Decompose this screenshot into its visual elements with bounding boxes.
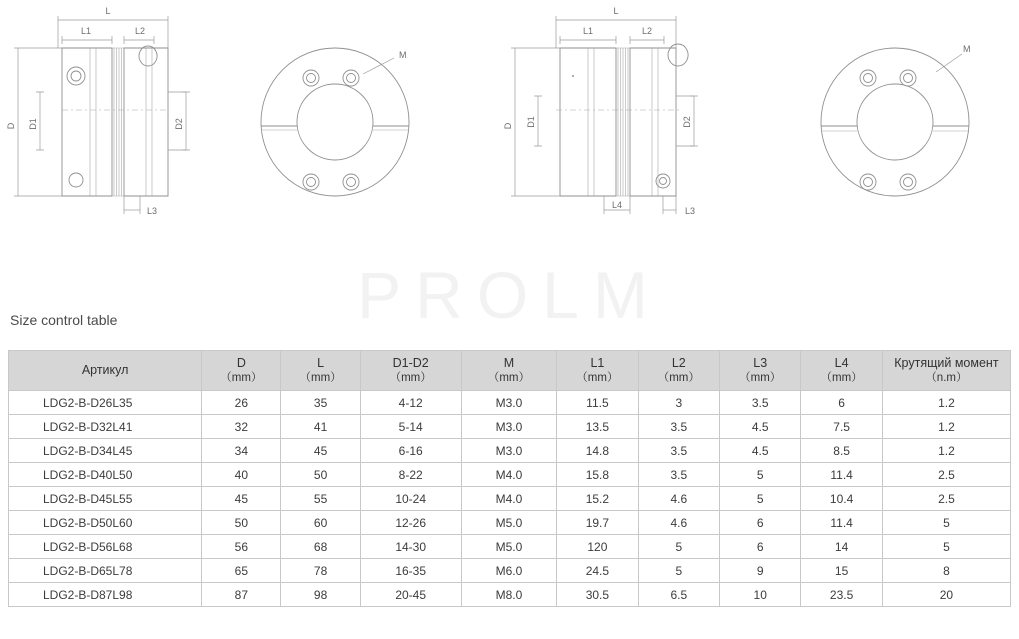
table-row (9, 391, 1011, 415)
cell-d1-d2: 4-12 (360, 391, 461, 415)
cell-l4: 14 (801, 535, 882, 559)
column-header-d1-d2 (360, 351, 461, 391)
column-header-title: D1-D2 (392, 355, 429, 370)
cell-l1: 19.7 (557, 511, 638, 535)
cell-l2: 4.6 (638, 511, 719, 535)
cell-l: 68 (281, 535, 360, 559)
column-header-title: L3 (753, 355, 768, 370)
table-row (9, 415, 1011, 439)
dim-label-L3: L3 (146, 206, 158, 216)
cell-d: 40 (202, 463, 281, 487)
column-header-unit: （mm） (739, 372, 782, 385)
cell-l3: 3.5 (720, 391, 801, 415)
column-header-unit: （mm） (576, 372, 619, 385)
watermark-text: PROLM (357, 258, 662, 332)
cell-m: M3.0 (461, 439, 557, 463)
cell-l: 60 (281, 511, 360, 535)
column-header-torque (882, 351, 1010, 391)
dim-label-L2: L2 (134, 26, 146, 36)
cell-l1: 24.5 (557, 559, 638, 583)
cell-article: LDG2-B-D40L50 (9, 463, 202, 487)
cell-article: LDG2-B-D56L68 (9, 535, 202, 559)
column-header-unit: （mm） (299, 372, 342, 385)
dim-label-D2-2: D2 (682, 116, 692, 128)
cell-d: 26 (202, 391, 281, 415)
cell-torque: 2.5 (882, 463, 1010, 487)
cell-torque: 2.5 (882, 487, 1010, 511)
cell-d1-d2: 5-14 (360, 415, 461, 439)
cell-l: 45 (281, 439, 360, 463)
cell-d1-d2: 8-22 (360, 463, 461, 487)
column-header-title: M (503, 355, 515, 370)
cell-article: LDG2-B-D65L78 (9, 559, 202, 583)
cell-d1-d2: 6-16 (360, 439, 461, 463)
column-header-l2 (638, 351, 719, 391)
column-header-title: Крутящий момент (894, 355, 999, 370)
cell-l2: 5 (638, 559, 719, 583)
column-header-l4 (801, 351, 882, 391)
dim-label-L3-2: L3 (684, 206, 696, 216)
cell-l3: 6 (720, 511, 801, 535)
cell-m: M4.0 (461, 463, 557, 487)
column-header-unit: （mm） (820, 372, 863, 385)
cell-article: LDG2-B-D34L45 (9, 439, 202, 463)
table-header-row (9, 351, 1011, 391)
column-header-l1 (557, 351, 638, 391)
cell-d1-d2: 10-24 (360, 487, 461, 511)
cell-l3: 9 (720, 559, 801, 583)
cell-m: M8.0 (461, 583, 557, 607)
size-control-table-wrap (8, 350, 1011, 607)
cell-d: 45 (202, 487, 281, 511)
column-header-title: L (317, 355, 325, 370)
table-row (9, 511, 1011, 535)
cell-torque: 5 (882, 511, 1010, 535)
cell-d1-d2: 16-35 (360, 559, 461, 583)
dim-label-M-2: M (963, 44, 971, 54)
cell-d1-d2: 20-45 (360, 583, 461, 607)
cell-torque: 5 (882, 535, 1010, 559)
cell-l3: 5 (720, 463, 801, 487)
column-header-title: D (236, 355, 246, 370)
column-header-d (202, 351, 281, 391)
cell-l3: 4.5 (720, 415, 801, 439)
dim-label-D1-2: D1 (526, 116, 536, 128)
column-header-unit: （n.m） (925, 372, 968, 385)
dim-label-D-2: D (503, 122, 513, 130)
column-header-article (9, 351, 202, 391)
cell-article: LDG2-B-D45L55 (9, 487, 202, 511)
cell-d: 32 (202, 415, 281, 439)
cell-l3: 4.5 (720, 439, 801, 463)
cell-m: M4.0 (461, 487, 557, 511)
column-header-unit: （mm） (220, 372, 263, 385)
cell-d: 50 (202, 511, 281, 535)
table-row (9, 559, 1011, 583)
cell-l1: 11.5 (557, 391, 638, 415)
cell-l2: 3.5 (638, 463, 719, 487)
cell-l4: 8.5 (801, 439, 882, 463)
cell-l2: 3 (638, 391, 719, 415)
front-view-right (821, 44, 971, 196)
cell-l4: 7.5 (801, 415, 882, 439)
side-view-right (503, 6, 698, 216)
cell-l: 41 (281, 415, 360, 439)
cell-l: 50 (281, 463, 360, 487)
cell-torque: 20 (882, 583, 1010, 607)
dim-label-L2-2: L2 (641, 26, 653, 36)
cell-l3: 5 (720, 487, 801, 511)
column-header-title: L1 (590, 355, 605, 370)
cell-torque: 1.2 (882, 415, 1010, 439)
dim-label-L4: L4 (611, 200, 623, 210)
cell-l1: 13.5 (557, 415, 638, 439)
table-row (9, 583, 1011, 607)
dim-label-L: L (105, 6, 111, 16)
cell-m: M5.0 (461, 511, 557, 535)
cell-torque: 1.2 (882, 391, 1010, 415)
cell-d: 56 (202, 535, 281, 559)
watermark (0, 250, 1019, 340)
cell-l3: 10 (720, 583, 801, 607)
cell-article: LDG2-B-D87L98 (9, 583, 202, 607)
cell-l: 55 (281, 487, 360, 511)
cell-l: 98 (281, 583, 360, 607)
column-header-unit: （mm） (389, 372, 432, 385)
technical-drawing-group (0, 0, 1019, 240)
column-header-unit: （mm） (487, 372, 530, 385)
table-row (9, 439, 1011, 463)
dim-label-L1-2: L1 (582, 26, 594, 36)
cell-l2: 4.6 (638, 487, 719, 511)
cell-l1: 15.2 (557, 487, 638, 511)
column-header-l (281, 351, 360, 391)
cell-l1: 15.8 (557, 463, 638, 487)
cell-l4: 11.4 (801, 511, 882, 535)
front-view-left (261, 48, 409, 196)
cell-l4: 11.4 (801, 463, 882, 487)
cell-d: 34 (202, 439, 281, 463)
cell-l1: 120 (557, 535, 638, 559)
column-header-title: L2 (671, 355, 686, 370)
cell-m: M3.0 (461, 415, 557, 439)
table-row (9, 487, 1011, 511)
cell-l2: 6.5 (638, 583, 719, 607)
table-row (9, 463, 1011, 487)
cell-l1: 14.8 (557, 439, 638, 463)
cell-d1-d2: 14-30 (360, 535, 461, 559)
cell-l4: 23.5 (801, 583, 882, 607)
cell-l: 35 (281, 391, 360, 415)
cell-d1-d2: 12-26 (360, 511, 461, 535)
dim-label-D1: D1 (28, 118, 38, 130)
cell-l1: 30.5 (557, 583, 638, 607)
column-header-unit: （mm） (657, 372, 700, 385)
cell-l2: 3.5 (638, 415, 719, 439)
cell-l4: 10.4 (801, 487, 882, 511)
cell-l4: 15 (801, 559, 882, 583)
cell-article: LDG2-B-D26L35 (9, 391, 202, 415)
dim-label-D: D (6, 122, 16, 130)
cell-article: LDG2-B-D50L60 (9, 511, 202, 535)
cell-torque: 1.2 (882, 439, 1010, 463)
size-control-table (8, 350, 1011, 607)
dim-label-L-2: L (613, 6, 619, 16)
side-view-left (6, 6, 190, 216)
column-header-title: L4 (834, 355, 849, 370)
cell-d: 65 (202, 559, 281, 583)
column-header-l3 (720, 351, 801, 391)
cell-l2: 5 (638, 535, 719, 559)
cell-m: M5.0 (461, 535, 557, 559)
dim-label-D2: D2 (174, 118, 184, 130)
cell-m: M6.0 (461, 559, 557, 583)
cell-torque: 8 (882, 559, 1010, 583)
cell-l3: 6 (720, 535, 801, 559)
cell-l: 78 (281, 559, 360, 583)
column-header-m (461, 351, 557, 391)
dim-label-M: M (399, 50, 407, 60)
cell-l4: 6 (801, 391, 882, 415)
cell-d: 87 (202, 583, 281, 607)
cell-l2: 3.5 (638, 439, 719, 463)
table-row (9, 535, 1011, 559)
cell-m: M3.0 (461, 391, 557, 415)
cell-article: LDG2-B-D32L41 (9, 415, 202, 439)
dim-label-L1: L1 (80, 26, 92, 36)
column-header-title: Артикул (81, 362, 129, 377)
section-title: Size control table (10, 312, 118, 328)
